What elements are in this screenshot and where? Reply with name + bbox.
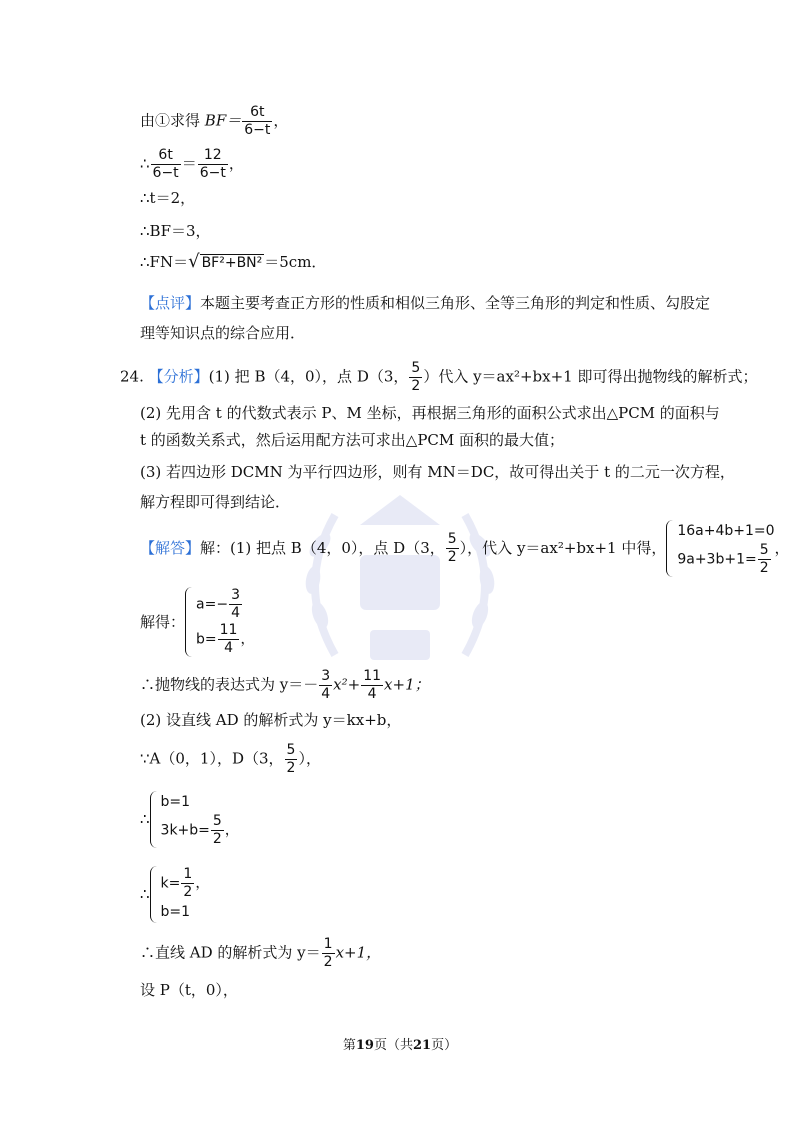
system-kb-line <box>140 778 239 860</box>
comma: ， <box>228 154 244 173</box>
fraction-11-4 <box>361 668 383 703</box>
comma: ， <box>273 111 289 130</box>
fraction-5-2 <box>285 742 298 777</box>
parabola-text: x+1； <box>384 675 430 694</box>
denominator: 2 <box>411 378 421 394</box>
numerator: 6t <box>151 147 181 165</box>
denominator: 2 <box>212 830 222 847</box>
line-fn-value <box>140 252 326 272</box>
analysis-line-2: (2) 先用含 t 的代数式表示 P、M 坐标，再根据三角形的面积公式求出△PCM 的面积与 <box>140 404 720 422</box>
comment-line-2: 理等知识点的综合应用． <box>140 324 306 342</box>
numerator: 5 <box>411 360 421 376</box>
analysis-text: ）代入 y＝ax²+bx+1 即可得出抛物线的解析式； <box>423 367 758 386</box>
system-row: b=1 <box>160 903 191 920</box>
set-p-line: 设 P（t，0）， <box>140 981 238 999</box>
fraction-1-2 <box>181 866 194 901</box>
system-row <box>161 813 239 848</box>
parabola-text: ∴抛物线的表达式为 y＝－ <box>140 675 319 694</box>
fn-suffix: ＝5cm． <box>264 253 327 271</box>
equation-system-3 <box>150 791 239 848</box>
fraction-6t <box>242 104 272 139</box>
numerator: 12 <box>198 147 228 165</box>
left-brace-icon <box>150 791 157 848</box>
system-row: b=1 <box>160 793 191 810</box>
radical-icon: √ <box>188 251 200 272</box>
line-ad-expression <box>140 936 381 971</box>
question-number: 24. <box>120 367 144 386</box>
row-text: 3k+b= <box>160 822 210 838</box>
fraction-1-2 <box>322 936 335 971</box>
denominator: 6−t <box>244 122 271 138</box>
denominator: 4 <box>321 686 331 702</box>
therefore-symbol: ∴ <box>140 810 150 828</box>
numerator: 3 <box>231 587 240 603</box>
denominator: 2 <box>759 559 769 576</box>
fraction-5-2 <box>758 542 771 577</box>
solve-line <box>140 582 254 662</box>
line-t-value: ∴t＝2， <box>140 189 196 207</box>
denominator: 6−t <box>199 165 226 181</box>
left-brace-icon <box>666 520 673 577</box>
fraction-5-2 <box>211 813 224 848</box>
comma: ， <box>224 822 239 838</box>
points-text: ∵A（0，1），D（3， <box>140 749 284 768</box>
analysis-line-3: t 的函数关系式，然后运用配方法可求出△PCM 面积的最大值； <box>140 431 565 449</box>
numerator: 1 <box>323 936 333 952</box>
row-text: k= <box>160 875 181 891</box>
comment-tag: 【点评】 <box>140 294 201 312</box>
equation-system-4 <box>150 866 210 923</box>
page-number: 19 <box>355 1038 374 1053</box>
denominator: 2 <box>286 760 296 776</box>
parabola-text: x²+ <box>333 675 361 694</box>
equation-system-2 <box>185 587 254 657</box>
line-bf-value: ∴BF＝3， <box>140 222 211 240</box>
analysis-line-4: (3) 若四边形 DCMN 为平行四边形，则有 MN＝DC，故可得出关于 t 的二元一次方程， <box>140 463 735 481</box>
system-row <box>677 542 774 577</box>
numerator: 5 <box>759 541 769 558</box>
numerator: 5 <box>212 812 222 829</box>
numerator: 6t <box>242 104 272 122</box>
line-bf-derivation <box>140 104 288 139</box>
line-prefix: 由①求得 <box>140 111 201 130</box>
fraction-3-4 <box>229 587 242 622</box>
system-rows <box>677 520 774 577</box>
denominator: 4 <box>367 686 377 702</box>
footer-text: 页（共 <box>373 1038 413 1053</box>
system-rows <box>196 587 254 657</box>
numerator: 11 <box>219 622 238 638</box>
numerator: 5 <box>286 742 296 758</box>
fraction-12 <box>198 147 228 182</box>
part2-line-2 <box>140 742 321 777</box>
answer-line-1 <box>140 518 790 578</box>
row-text: 9a+3b+1= <box>677 551 757 567</box>
numerator: 5 <box>447 530 457 547</box>
points-text: ）， <box>298 749 321 768</box>
system-row <box>161 866 210 901</box>
comma: ， <box>240 631 255 648</box>
system-rows <box>161 791 239 848</box>
fraction-6t <box>151 147 181 182</box>
line-ad-text: x+1， <box>335 943 382 962</box>
line-equation <box>140 147 244 182</box>
row-text: a=− <box>196 596 229 613</box>
comma: ， <box>774 539 790 557</box>
comma: ， <box>195 875 210 891</box>
denominator: 2 <box>447 548 457 565</box>
system-rows <box>161 866 210 923</box>
comment-text: 本题主要考查正方形的性质和相似三角形、全等三角形的判定和性质、勾股定 <box>200 294 711 312</box>
analysis-line-1 <box>120 360 757 395</box>
comment-line-1 <box>140 293 710 313</box>
denominator: 2 <box>323 954 333 970</box>
fraction-5-2 <box>446 531 459 566</box>
numerator: 3 <box>321 668 331 684</box>
numerator: 1 <box>183 865 193 882</box>
row-text: b= <box>196 631 217 648</box>
therefore-symbol: ∴ <box>140 885 150 903</box>
denominator: 4 <box>231 605 240 621</box>
footer-text: 页） <box>431 1038 458 1053</box>
bf-lhs: BF＝ <box>204 111 242 130</box>
analysis-text: (1) 把 B（4，0），点 D（3， <box>208 367 409 386</box>
denominator: 6−t <box>152 165 179 181</box>
parabola-line <box>140 668 430 703</box>
analysis-tag: 【分析】 <box>148 367 209 386</box>
fraction-11-4 <box>218 622 240 657</box>
system-k-solution <box>140 864 209 924</box>
page-footer <box>0 1034 800 1053</box>
left-brace-icon <box>150 866 157 923</box>
footer-text: 第 <box>342 1038 356 1053</box>
solve-prefix: 解得： <box>140 613 186 631</box>
fraction-3-4 <box>319 668 332 703</box>
part2-line-1: (2) 设直线 AD 的解析式为 y＝kx+b， <box>140 711 402 729</box>
numerator: 11 <box>363 668 382 684</box>
denominator: 2 <box>183 883 193 900</box>
answer-text: 解：(1) 把点 B（4，0），点 D（3， <box>200 539 445 557</box>
fn-prefix: ∴FN＝ <box>140 253 189 271</box>
denominator: 4 <box>224 640 234 656</box>
answer-text: ），代入 y＝ax²+bx+1 中得， <box>459 539 667 557</box>
system-row <box>196 622 254 657</box>
equals: ＝ <box>181 154 197 173</box>
analysis-line-5: 解方程即可得到结论． <box>140 493 291 511</box>
total-pages: 21 <box>413 1038 432 1053</box>
system-row: 16a+4b+1=0 <box>677 522 775 539</box>
line-ad-text: ∴直线 AD 的解析式为 y＝ <box>140 943 321 962</box>
system-row <box>196 587 254 622</box>
sqrt-body: BF²+BN² <box>201 255 263 271</box>
therefore-symbol: ∴ <box>140 154 150 173</box>
answer-tag: 【解答】 <box>140 539 201 557</box>
fraction-5-2 <box>409 360 422 395</box>
equation-system-1 <box>666 520 774 577</box>
left-brace-icon <box>185 587 192 657</box>
